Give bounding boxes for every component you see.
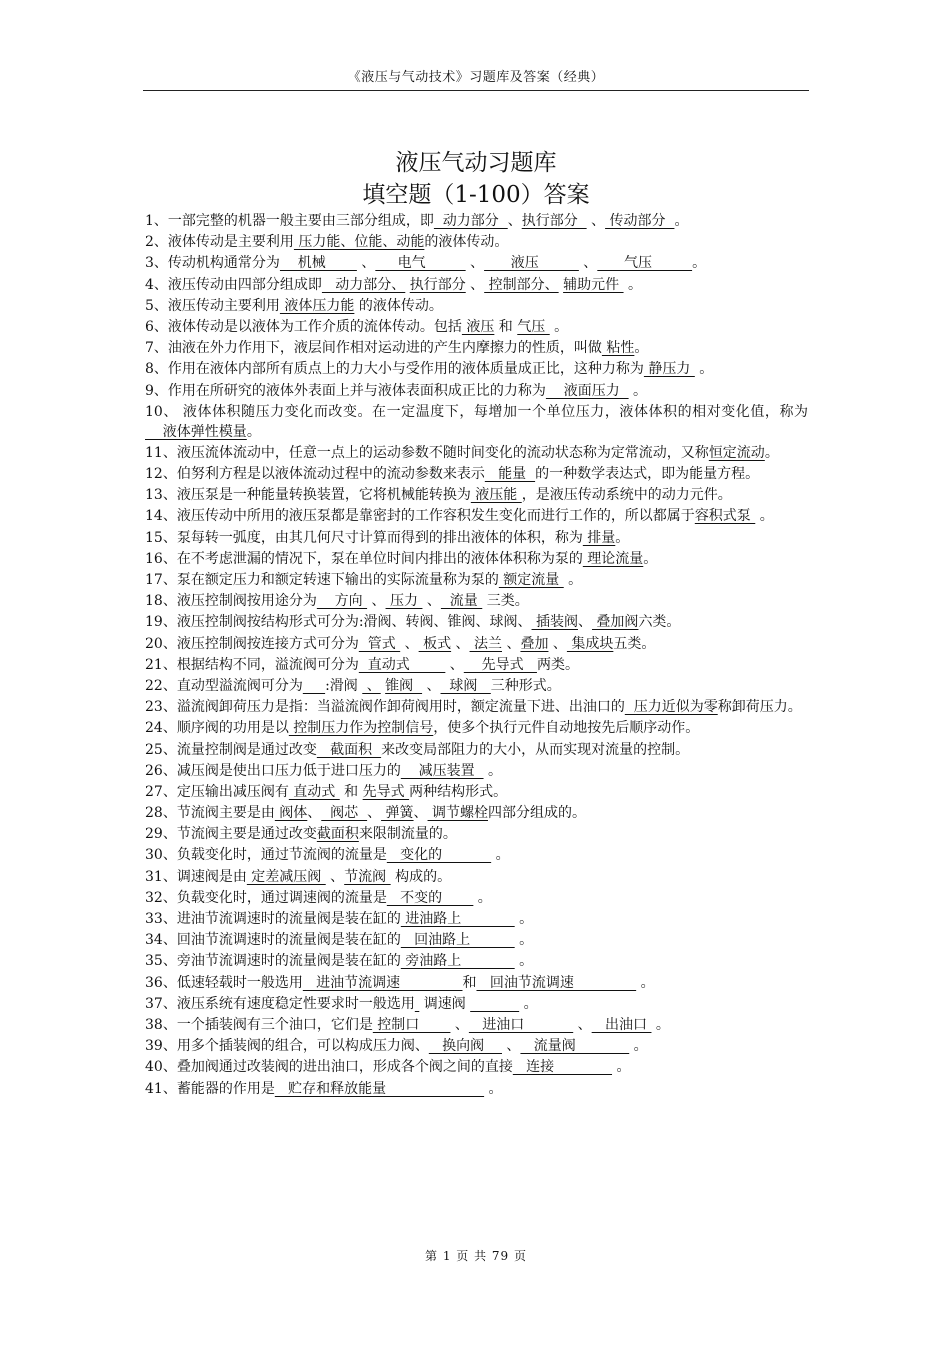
answer-blank: 压力近似为零 [624, 699, 718, 716]
question-text: 。 [634, 340, 649, 357]
question-item [145, 973, 808, 993]
answer-blank: 贮存和释放能量 [274, 1080, 485, 1097]
question-text: 。 [615, 529, 630, 546]
question-text: 两类。 [536, 656, 579, 673]
question-text: 、 [577, 614, 592, 631]
question-text: 。 [629, 1038, 648, 1055]
question-text: 。 [628, 382, 648, 399]
answer-blank: 压力 [385, 593, 423, 610]
question-text: 、 [586, 213, 606, 229]
question-text: 、 [422, 677, 441, 694]
question-item [145, 381, 808, 401]
question-text: 8、作用在液体内部所有质点上的力大小与受作用的液体质量成正比，这种力称为 [145, 361, 644, 378]
question-text: 。 [764, 444, 779, 461]
answer-blank: 控制口 [372, 1016, 451, 1033]
answer-blank: 液体弹性模量 [145, 423, 247, 440]
answer-blank: 传动部分 [605, 213, 675, 229]
question-text: 、 [307, 805, 322, 822]
answer-blank: 板式 [418, 635, 452, 652]
answer-blank: 粘性 [601, 340, 635, 357]
question-text: 。 [694, 361, 714, 378]
title-block [143, 148, 809, 210]
question-text: :滑阀 [325, 677, 363, 694]
question-text: 24、顺序阀的功用是以 [145, 720, 289, 737]
question-item [145, 402, 808, 442]
question-item [145, 867, 808, 887]
question-text: 和 [462, 974, 477, 991]
question-text: 。 [623, 276, 642, 293]
question-text: 36、低速轻载时一般选用 [145, 974, 303, 991]
question-text: 11、液压流体流动中，任意一点上的运动参数不随时间变化的流动状态称为定常流动，又称 [145, 444, 709, 461]
question-text: 、 [578, 255, 598, 272]
question-text: 33、进油节流调速时的流量阀是装在缸的 [145, 911, 401, 927]
question-item [145, 655, 808, 675]
answer-blank: 液压能 [470, 487, 522, 504]
answer-blank: 变化的 [386, 847, 492, 864]
question-item [145, 591, 808, 611]
question-text: 的液体传动。 [354, 297, 443, 314]
page-footer: 第 1 页 共 79 页 [425, 1249, 527, 1263]
question-text: 6、液体传动是以液体为工作介质的流体传动。包括 [145, 318, 462, 335]
answer-blank: 静压力 [643, 361, 695, 378]
question-text: 。 [246, 423, 261, 440]
question-item [145, 845, 808, 865]
question-text: 1、一部完整的机器一般主要由三部分组成，即 [145, 213, 434, 229]
answer-blank: 叠加 [520, 635, 549, 652]
question-text: ，使多个执行元件自动地按先后顺序动作。 [433, 720, 700, 737]
question-text: 调速阀 [419, 995, 471, 1012]
answer-blank: 辅助元件 [563, 276, 624, 293]
question-text: 。 [651, 1016, 670, 1033]
answer-blank: 理论流量 [582, 550, 644, 567]
answer-blank: 阀体 [274, 805, 308, 822]
question-item [145, 506, 808, 526]
answer-blank: 连接 [512, 1059, 613, 1076]
question-text: 3、传动机构通常分为 [145, 255, 280, 272]
answer-blank: 控制压力作为控制信号 [288, 720, 434, 737]
answer-blank: 机械 [279, 255, 357, 272]
question-item [145, 1079, 808, 1099]
question-item [145, 930, 808, 950]
question-text: 。 [612, 1059, 631, 1076]
answer-blank: 液面压力 [545, 382, 629, 399]
question-text: 、 [501, 1038, 521, 1055]
answer-blank: 气压 [517, 318, 550, 335]
question-item [145, 1057, 808, 1077]
answer-blank: 流量 [440, 593, 483, 610]
question-item [145, 338, 808, 358]
page-subtitle: 填空题（1-100）答案 [362, 182, 590, 208]
question-text: 来限制流量的。 [358, 826, 457, 843]
question-text: 13、液压泵是一种能量转换装置，它将机械能转换为 [145, 487, 471, 504]
question-text: 9、作用在所研究的液体外表面上并与液体表面积成正比的力称为 [145, 382, 546, 399]
answer-blank: 直动式 [288, 783, 340, 800]
answer-blank: 法兰 [469, 635, 502, 652]
answer-blank: 出油口 [591, 1016, 652, 1033]
question-text: 。 [483, 762, 502, 779]
question-text: 。 [636, 974, 655, 991]
question-item [145, 549, 808, 569]
question-item [145, 909, 808, 929]
question-text: 25、流量控制阀是通过改变 [145, 741, 317, 758]
answer-blank: 调节螺栓 [427, 805, 488, 822]
question-text: 、 [573, 1016, 592, 1033]
question-text: 。 [514, 932, 534, 949]
answer-blank: 插装阀 [531, 614, 578, 631]
question-text: 39、用多个插装阀的组合，可以构成压力阀、 [145, 1038, 429, 1055]
answer-blank: 定差减压阀 [246, 868, 326, 885]
question-text: 17、泵在额定压力和额定转速下输出的实际流量称为泵的 [145, 572, 499, 588]
question-item [145, 485, 808, 505]
question-item [145, 1036, 808, 1056]
question-text: 。 [514, 953, 534, 970]
question-list [145, 211, 808, 1100]
question-text: 的液体传动。 [424, 234, 509, 251]
answer-blank: 控制部分、 [484, 276, 559, 293]
question-item [145, 232, 808, 252]
question-text: 两种结构形式。 [409, 783, 508, 800]
question-text: 、 [465, 255, 485, 272]
question-text: 、 [367, 593, 386, 610]
question-text: 、 [465, 276, 485, 293]
question-text: 37、液压系统有速度稳定性要求时一般选用 [145, 995, 415, 1012]
answer-blank [303, 678, 325, 694]
answer-blank: 截面积 [316, 826, 359, 843]
question-text: 三种形式。 [490, 677, 561, 694]
question-text: 、 [325, 868, 345, 885]
question-text: 、 [507, 213, 522, 229]
question-text: 和 [494, 318, 518, 335]
question-text: 。 [643, 550, 658, 567]
question-item [145, 994, 808, 1014]
question-text: 2、液体传动是主要利用 [145, 234, 294, 251]
answer-blank: 执行部分 [521, 213, 587, 229]
question-text: 的一种数学表达式，即为能量方程。 [535, 466, 760, 483]
answer-blank: 动力部分 [433, 213, 508, 229]
question-text: 7、油液在外力作用下，液层间作相对运动进的产生内摩擦力的性质，叫做 [145, 340, 602, 357]
question-item [145, 443, 808, 463]
question-text: 构成的。 [390, 868, 452, 885]
answer-blank: 流量阀 [520, 1038, 630, 1055]
question-text: 、 [356, 255, 376, 272]
question-text: 。 [519, 995, 538, 1012]
question-item [145, 782, 808, 802]
question-text: 称卸荷压力。 [717, 699, 802, 716]
answer-blank: 动力部分、 [321, 276, 406, 293]
question-text: 10、 液体体积随压力变化而改变。在一定温度下，每增加一个单位压力，液体体积的相对变化值，称为 [145, 403, 808, 420]
question-text: ，是液压传动系统中的动力元件。 [521, 487, 732, 504]
answer-blank: 旁油路上 [400, 953, 515, 970]
answer-blank: 压力能、位能、动能 [293, 234, 425, 251]
question-text: 。 [514, 911, 534, 927]
question-text: 、 [548, 635, 567, 652]
question-text: 23、溢流阀卸荷压力是指：当溢流阀作卸荷阀用时，额定流量下进、出油口的 [145, 699, 625, 716]
question-text: 五类。 [613, 635, 656, 652]
question-item [145, 528, 808, 548]
question-text: 5、液压传动主要利用 [145, 297, 280, 314]
question-text: 、 [450, 1016, 469, 1033]
answer-blank: 液体压力能 [279, 297, 355, 314]
question-item [145, 359, 808, 379]
question-text: 、 [422, 593, 441, 610]
answer-blank: 阀芯 [321, 805, 368, 822]
question-text: 、 [367, 805, 382, 822]
question-text: 34、回油节流调速时的流量阀是装在缸的 [145, 932, 401, 949]
question-text: 29、节流阀主要是通过改变 [145, 826, 317, 843]
answer-blank: 进油口 [468, 1016, 574, 1033]
question-text: 26、减压阀是使出口压力低于进口压力的 [145, 762, 401, 779]
question-text: 20、液压控制阀按连接方式可分为 [145, 635, 359, 652]
answer-blank: 先导式 [362, 783, 410, 800]
answer-blank: 回油路上 [400, 932, 515, 949]
answer-blank: 回油节流调速 [476, 974, 637, 991]
answer-blank: 减压装置 [400, 762, 484, 779]
question-text: 。 [491, 847, 510, 864]
answer-blank: 、 [362, 677, 381, 694]
answer-blank: 容积式泵 [694, 508, 756, 525]
answer-blank: 排量 [582, 529, 616, 546]
question-text: 。 [755, 508, 774, 525]
answer-blank: 截面积 [316, 741, 382, 758]
question-item [145, 296, 808, 316]
question-text: 41、蓄能器的作用是 [145, 1080, 275, 1097]
question-text: 。 [549, 318, 569, 335]
answer-blank: 液压 [461, 318, 495, 335]
question-text: 15、泵每转一弧度，由其几何尺寸计算而得到的排出液体的体积，称为 [145, 529, 583, 546]
page-title: 液压气动习题库 [395, 150, 557, 176]
question-item [145, 317, 808, 337]
question-text: 21、根据结构不同，溢流阀可分为 [145, 656, 359, 673]
question-item [145, 761, 808, 781]
question-item [145, 275, 808, 295]
question-text: 、 [502, 635, 521, 652]
question-item [145, 740, 808, 760]
question-text: 。 [563, 572, 583, 588]
question-item [145, 824, 808, 844]
answer-blank: 电气 [375, 255, 466, 272]
answer-blank: 执行部分 [409, 276, 466, 293]
question-item [145, 888, 808, 908]
page-header: 《液压与气动技术》习题库及答案（经典） [143, 66, 809, 91]
question-item [145, 697, 808, 717]
answer-blank: 集成块 [566, 635, 614, 652]
answer-blank: 液压 [484, 255, 579, 272]
question-text: 35、旁油节流调速时的流量阀是装在缸的 [145, 953, 401, 970]
question-item [145, 951, 808, 971]
question-item [145, 211, 808, 231]
question-text: 32、负载变化时，通过调速阀的流量是 [145, 889, 387, 906]
answer-blank: 不变的 [386, 889, 474, 906]
question-text: 27、定压输出减压阀有 [145, 783, 289, 800]
answer-blank: 节流阀 [344, 868, 391, 885]
question-item [145, 634, 808, 654]
question-text: 四部分组成的。 [488, 805, 586, 822]
question-text: 来改变局部阻力的大小，从而实现对流量的控制。 [381, 741, 690, 758]
answer-blank: 进油路上 [400, 911, 515, 927]
answer-blank: 进油节流调速 [302, 974, 463, 991]
question-item [145, 612, 808, 632]
answer-blank: 方向 [316, 593, 368, 610]
question-text: 。 [674, 213, 689, 229]
question-text: 。 [473, 889, 492, 906]
question-text: 18、液压控制阀按用途分为 [145, 593, 317, 610]
question-text: 38、一个插装阀有三个油口，它们是 [145, 1016, 373, 1033]
question-text: 31、调速阀是由 [145, 868, 247, 885]
question-text: 。 [484, 1080, 503, 1097]
question-item [145, 1015, 808, 1035]
answer-blank: 气压 [597, 255, 693, 272]
question-text: 40、叠加阀通过改装阀的进出油口，形成各个阀之间的直接 [145, 1059, 513, 1076]
answer-blank: 先导式 [463, 656, 537, 673]
answer-blank: 叠加阀 [591, 614, 639, 631]
question-item [145, 253, 808, 273]
answer-blank [470, 996, 519, 1012]
question-text: 14、液压传动中所用的液压泵都是靠密封的工作容积发生变化而进行工作的，所以都属于 [145, 508, 695, 525]
question-text: 、 [451, 635, 470, 652]
answer-blank: 管式 [358, 635, 401, 652]
question-text: 、 [400, 635, 419, 652]
question-item [145, 464, 808, 484]
question-item [145, 570, 808, 590]
question-text: 22、直动型溢流阀可分为 [145, 677, 303, 694]
answer-blank: 换向阀 [428, 1038, 502, 1055]
question-text: 19、液压控制阀按结构形式可分为:滑阀、转阀、锥阀、球阀、 [145, 614, 532, 631]
answer-blank: 球阀 [440, 677, 491, 694]
answer-blank: 直动式 [358, 656, 446, 673]
question-item [145, 676, 808, 696]
question-text: 28、节流阀主要是由 [145, 805, 275, 822]
answer-blank: 恒定流动 [708, 444, 765, 461]
question-text: 4、液压传动由四部分组成即 [145, 276, 322, 293]
question-text: 16、在不考虑泄漏的情况下，泵在单位时间内排出的液体体积称为泵的 [145, 550, 583, 567]
answer-blank: 能量 [484, 466, 536, 483]
question-text: 。 [692, 255, 707, 272]
question-item [145, 803, 808, 823]
question-text: 12、伯努利方程是以液体流动过程中的流动参数来表示 [145, 466, 485, 483]
question-text: 三类。 [482, 593, 529, 610]
question-text: 、 [445, 656, 464, 673]
question-text: 和 [339, 783, 363, 800]
question-text: 、 [413, 805, 428, 822]
answer-blank: 额定流量 [498, 572, 564, 588]
answer-blank: 弹簧 [381, 805, 414, 822]
question-text: 六类。 [638, 614, 681, 631]
answer-blank: 锥阀 [385, 677, 423, 694]
question-item [145, 718, 808, 738]
question-text: 30、负载变化时，通过节流阀的流量是 [145, 847, 387, 864]
